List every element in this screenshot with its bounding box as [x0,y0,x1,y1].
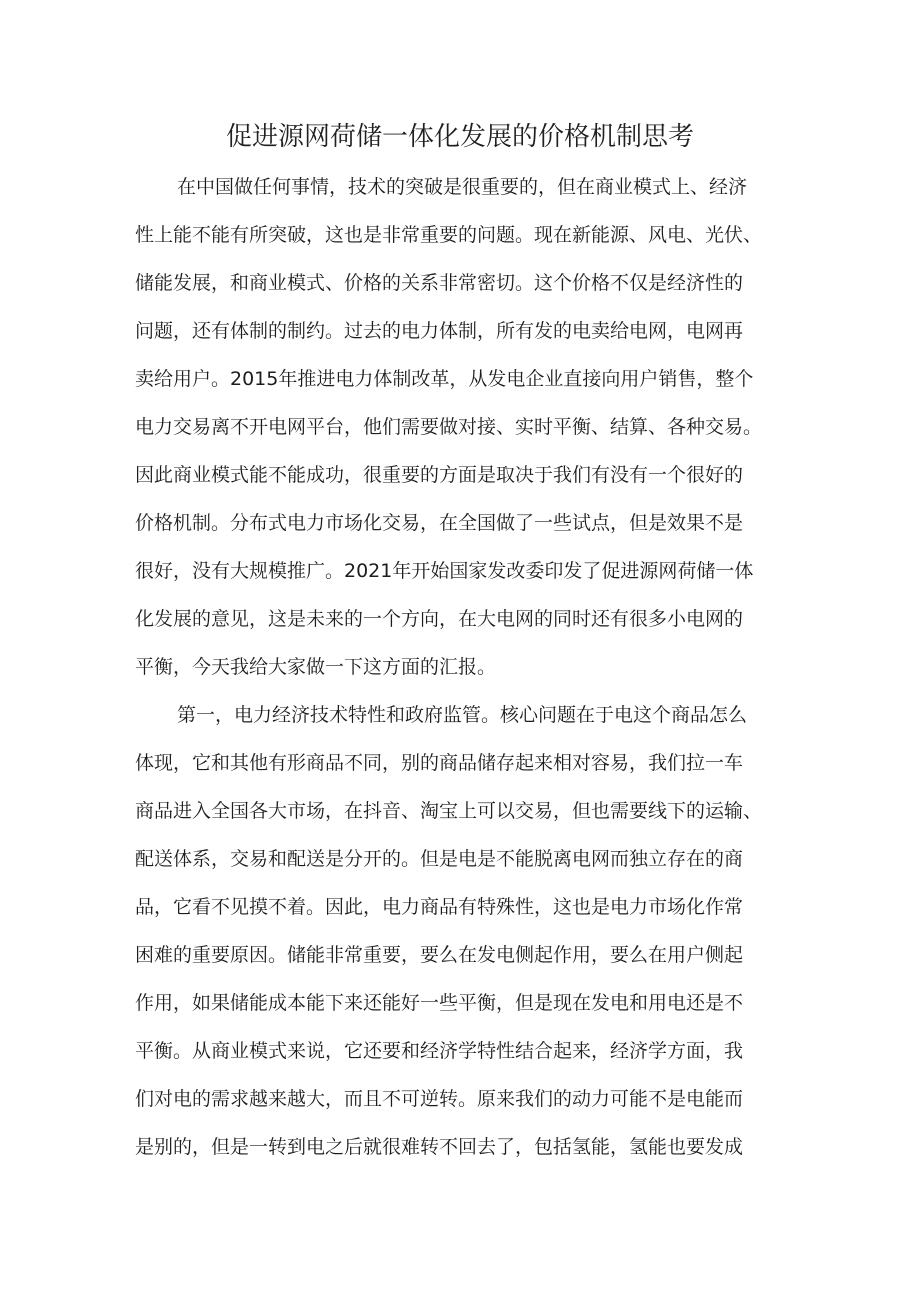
text-line: 作用，如果储能成本能下来还能好一些平衡，但是现在发电和用电还是不 [135,992,744,1014]
document-title: 促进源网荷储一体化发展的价格机制思考 [225,122,694,152]
text-line: 化发展的意见，这是未来的一个方向，在大电网的同时还有很多小电网的 [135,608,744,630]
text-line: 困难的重要原因。储能非常重要，要么在发电侧起作用，要么在用户侧起 [135,944,744,966]
text-line: 储能发展，和商业模式、价格的关系非常密切。这个价格不仅是经济性的 [135,272,744,294]
text-line: 平衡，今天我给大家做一下这方面的汇报。 [135,656,497,678]
text-line: 配送体系，交易和配送是分开的。但是电是不能脱离电网而独立存在的商 [135,848,744,870]
text-line: 电力交易离不开电网平台，他们需要做对接、实时平衡、结算、各种交易。 [135,416,763,438]
text-line: 平衡。从商业模式来说，它还要和经济学特性结合起来，经济学方面，我 [135,1040,744,1062]
text-line: 第一，电力经济技术特性和政府监管。核心问题在于电这个商品怎么 [177,704,748,726]
text-line: 卖给用户。2015年推进电力体制改革，从发电企业直接向用户销售，整个 [135,368,754,390]
paragraph-intro [135,163,795,691]
text-line: 体现，它和其他有形商品不同，别的商品储存起来相对容易，我们拉一车 [135,752,744,774]
text-line: 品，它看不见摸不着。因此，电力商品有特殊性，这也是电力市场化作常 [135,896,744,918]
document-body [135,163,795,1171]
text-line: 商品进入全国各大市场，在抖音、淘宝上可以交易，但也需要线下的运输、 [135,800,763,822]
text-line: 很好，没有大规模推广。2021年开始国家发改委印发了促进源网荷储一体 [135,560,754,582]
text-line: 因此商业模式能不能成功，很重要的方面是取决于我们有没有一个很好的 [135,464,744,486]
text-line: 在中国做任何事情，技术的突破是很重要的，但在商业模式上、经济 [177,176,748,198]
text-line: 们对电的需求越来越大，而且不可逆转。原来我们的动力可能不是电能而 [135,1088,744,1110]
text-line: 价格机制。分布式电力市场化交易，在全国做了一些试点，但是效果不是 [135,512,744,534]
paragraph-first-point [135,691,795,1171]
text-line: 是别的，但是一转到电之后就很难转不回去了，包括氢能，氢能也要发成 [135,1136,744,1158]
text-line: 问题，还有体制的制约。过去的电力体制，所有发的电卖给电网，电网再 [135,320,744,342]
text-line: 性上能不能有所突破，这也是非常重要的问题。现在新能源、风电、光伏、 [135,224,763,246]
